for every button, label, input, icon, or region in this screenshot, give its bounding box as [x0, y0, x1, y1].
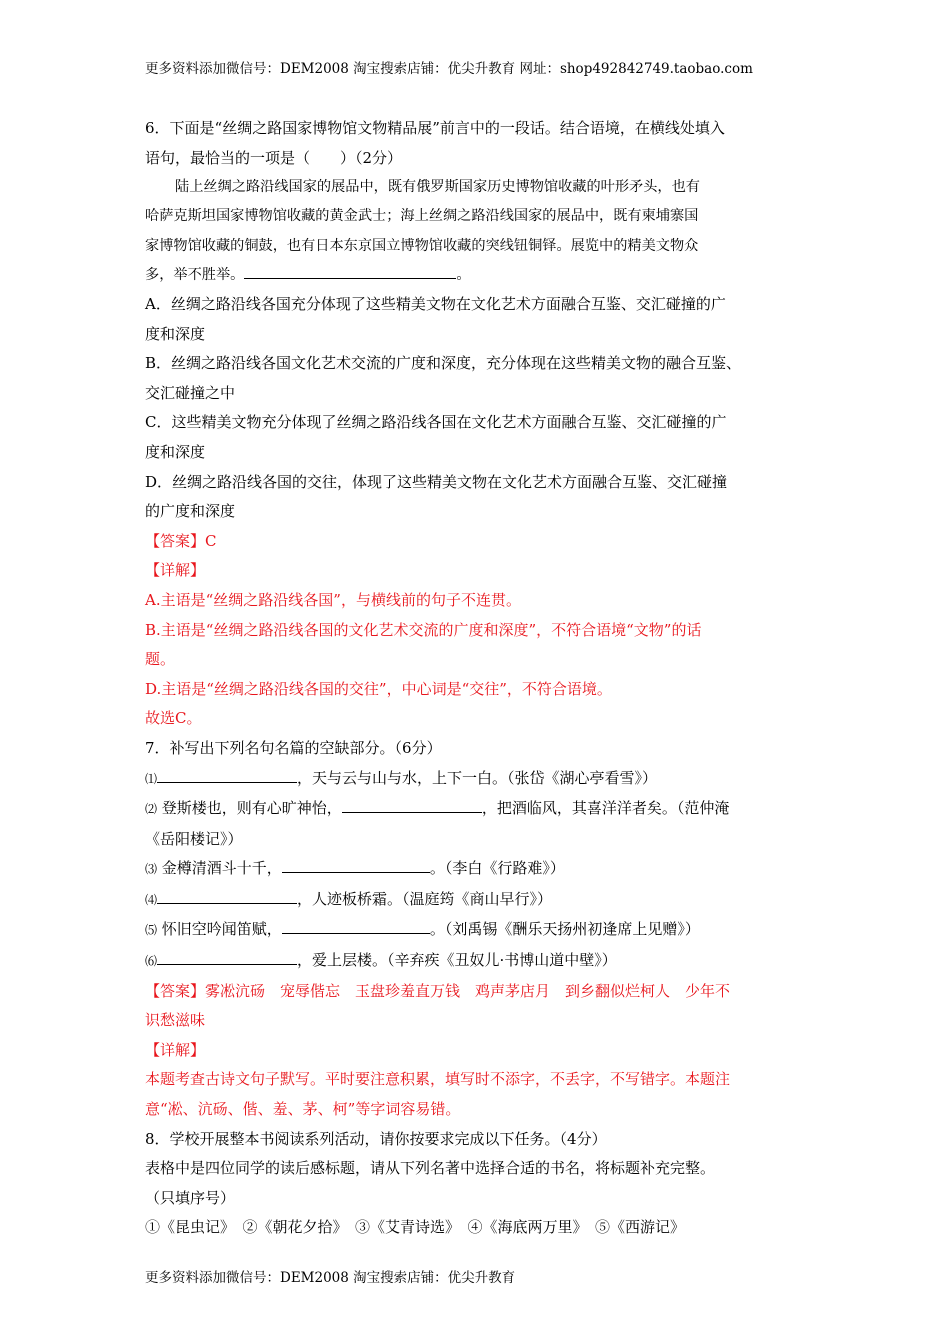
q6-explanation: D.主语是“丝绸之路沿线各国的交往”，中心词是“交往”，不符合语境。: [145, 679, 612, 698]
q7-answer-line1: 【答案】雾凇沆砀 宠辱偕忘 玉盘珍羞直万钱 鸡声茅店月 到乡翻似烂柯人 少年不: [145, 981, 731, 1000]
q6-option-a: A．丝绸之路沿线各国充分体现了这些精美文物在文化艺术方面融合互鉴、交汇碰撞的广: [145, 295, 726, 313]
q6-passage: [145, 173, 815, 290]
q6-detail-label: 【详解】: [145, 561, 206, 580]
q6-option-b-cont: 交汇碰撞之中: [145, 383, 236, 402]
q6-passage-line: 家博物馆收藏的铜鼓，也有日本东京国立博物馆收藏的突线钮铜铎。展览中的精美文物众: [145, 237, 699, 254]
q6-answer: 【答案】C: [145, 531, 217, 550]
q6-option-d: D．丝绸之路沿线各国的交往，体现了这些精美文物在文化艺术方面融合互鉴、交汇碰撞: [145, 472, 728, 491]
item-text: 。（李白《行路难》）: [429, 859, 565, 878]
fill-blank: [157, 886, 297, 904]
fill-blank: [157, 765, 297, 783]
item-number: ⑵: [145, 802, 158, 817]
q7-item-2-cont: 《岳阳楼记》）: [145, 829, 243, 848]
item-text: ，天与云与山与水，上下一白。（张岱《湖心亭看雪》）: [297, 768, 658, 787]
q8-instruction-note: （只填序号）: [145, 1188, 236, 1207]
item-number: ⑹: [145, 954, 158, 969]
q7-stem: 7．补写出下列名句名篇的空缺部分。（6分）: [145, 738, 442, 757]
q6-passage-line: 陆上丝绸之路沿线国家的展品中，既有俄罗斯国家历史博物馆收藏的叶形矛头，也有: [175, 179, 700, 196]
q7-item-1: [145, 764, 815, 795]
item-number: ⑶: [145, 862, 158, 877]
item-text: 登斯楼也，则有心旷神怡，: [161, 799, 342, 818]
q6-stem-line1: 6．下面是“丝绸之路国家博物馆文物精品展”前言中的一段话。结合语境，在横线处填入: [145, 119, 725, 137]
fill-blank: [244, 261, 456, 279]
q6-explanation: B.主语是“丝绸之路沿线各国的文化艺术交流的广度和深度”，不符合语境“文物”的话: [145, 620, 702, 639]
q7-answer-line2: 识愁滋味: [145, 1011, 206, 1030]
q7-item-2: [145, 794, 815, 825]
q6-option-b: B．丝绸之路沿线各国文化艺术交流的广度和深度，充分体现在这些精美文物的融合互鉴、: [145, 354, 742, 373]
q7-detail-line2: 意“凇、沆砀、偕、羞、茅、柯”等字词容易错。: [145, 1100, 461, 1119]
q6-option-a-cont: 度和深度: [145, 324, 206, 343]
q6-passage-line-last: [145, 261, 815, 290]
q6-explanation: 故选C。: [145, 709, 202, 728]
fill-blank: [342, 795, 482, 813]
item-text: 怀旧空吟闻笛赋，: [161, 920, 282, 939]
page-header: 更多资料添加微信号：DEM2008 淘宝搜索店铺：优尖升教育 网址：shop492842749.taobao.com: [145, 61, 753, 77]
q6-explanation: A.主语是“丝绸之路沿线各国”，与横线前的句子不连贯。: [145, 590, 521, 609]
page-footer: 更多资料添加微信号：DEM2008 淘宝搜索店铺：优尖升教育: [145, 1270, 516, 1286]
item-text: ，人迹板桥霜。（温庭筠《商山早行》）: [297, 889, 553, 908]
q7-item-3: [145, 854, 815, 885]
item-number: ⑸: [145, 923, 158, 938]
item-number: ⑷: [145, 892, 158, 907]
q6-passage-end: 。: [456, 266, 471, 283]
q7-item-6: [145, 946, 815, 977]
q6-option-c-cont: 度和深度: [145, 442, 206, 461]
q6-passage-line: 哈萨克斯坦国家博物馆收藏的黄金武士；海上丝绸之路沿线国家的展品中，既有柬埔寨国: [145, 208, 699, 225]
item-number: ⑴: [145, 771, 158, 786]
item-text: 。（刘禹锡《酬乐天扬州初逢席上见赠》）: [429, 920, 700, 939]
q7-detail-line1: 本题考查古诗文句子默写。平时要注意积累，填写时不添字，不丢字，不写错字。本题注: [145, 1070, 731, 1089]
q6-explanation: 题。: [145, 650, 176, 669]
q7-detail-label: 【详解】: [145, 1040, 206, 1059]
q6-passage-line: 多，举不胜举。: [145, 266, 245, 283]
fill-blank: [282, 916, 430, 934]
item-text: ，把酒临风，其喜洋洋者矣。（范仲淹: [481, 799, 730, 818]
q8-stem: 8．学校开展整本书阅读系列活动，请你按要求完成以下任务。（4分）: [145, 1129, 607, 1148]
q7-item-4: [145, 885, 815, 916]
q6-stem-line2: 语句，最恰当的一项是（ ）（2分）: [145, 148, 403, 167]
q7-item-5: [145, 915, 815, 946]
q8-book-list: ①《昆虫记》 ②《朝花夕拾》 ③《艾青诗选》 ④《海底两万里》 ⑤《西游记》: [145, 1218, 686, 1237]
fill-blank: [282, 855, 430, 873]
q8-instruction: 表格中是四位同学的读后感标题，请从下列名著中选择合适的书名，将标题补充完整。: [145, 1159, 716, 1178]
document-body: [145, 114, 815, 1243]
item-text: 金樽清酒斗十千，: [161, 859, 282, 878]
item-text: ，爱上层楼。（辛弃疾《丑奴儿·书博山道中壁》）: [297, 951, 617, 970]
q6-option-c: C．这些精美文物充分体现了丝绸之路沿线各国在文化艺术方面融合互鉴、交汇碰撞的广: [145, 413, 727, 432]
fill-blank: [157, 947, 297, 965]
q6-option-d-cont: 的广度和深度: [145, 502, 236, 521]
